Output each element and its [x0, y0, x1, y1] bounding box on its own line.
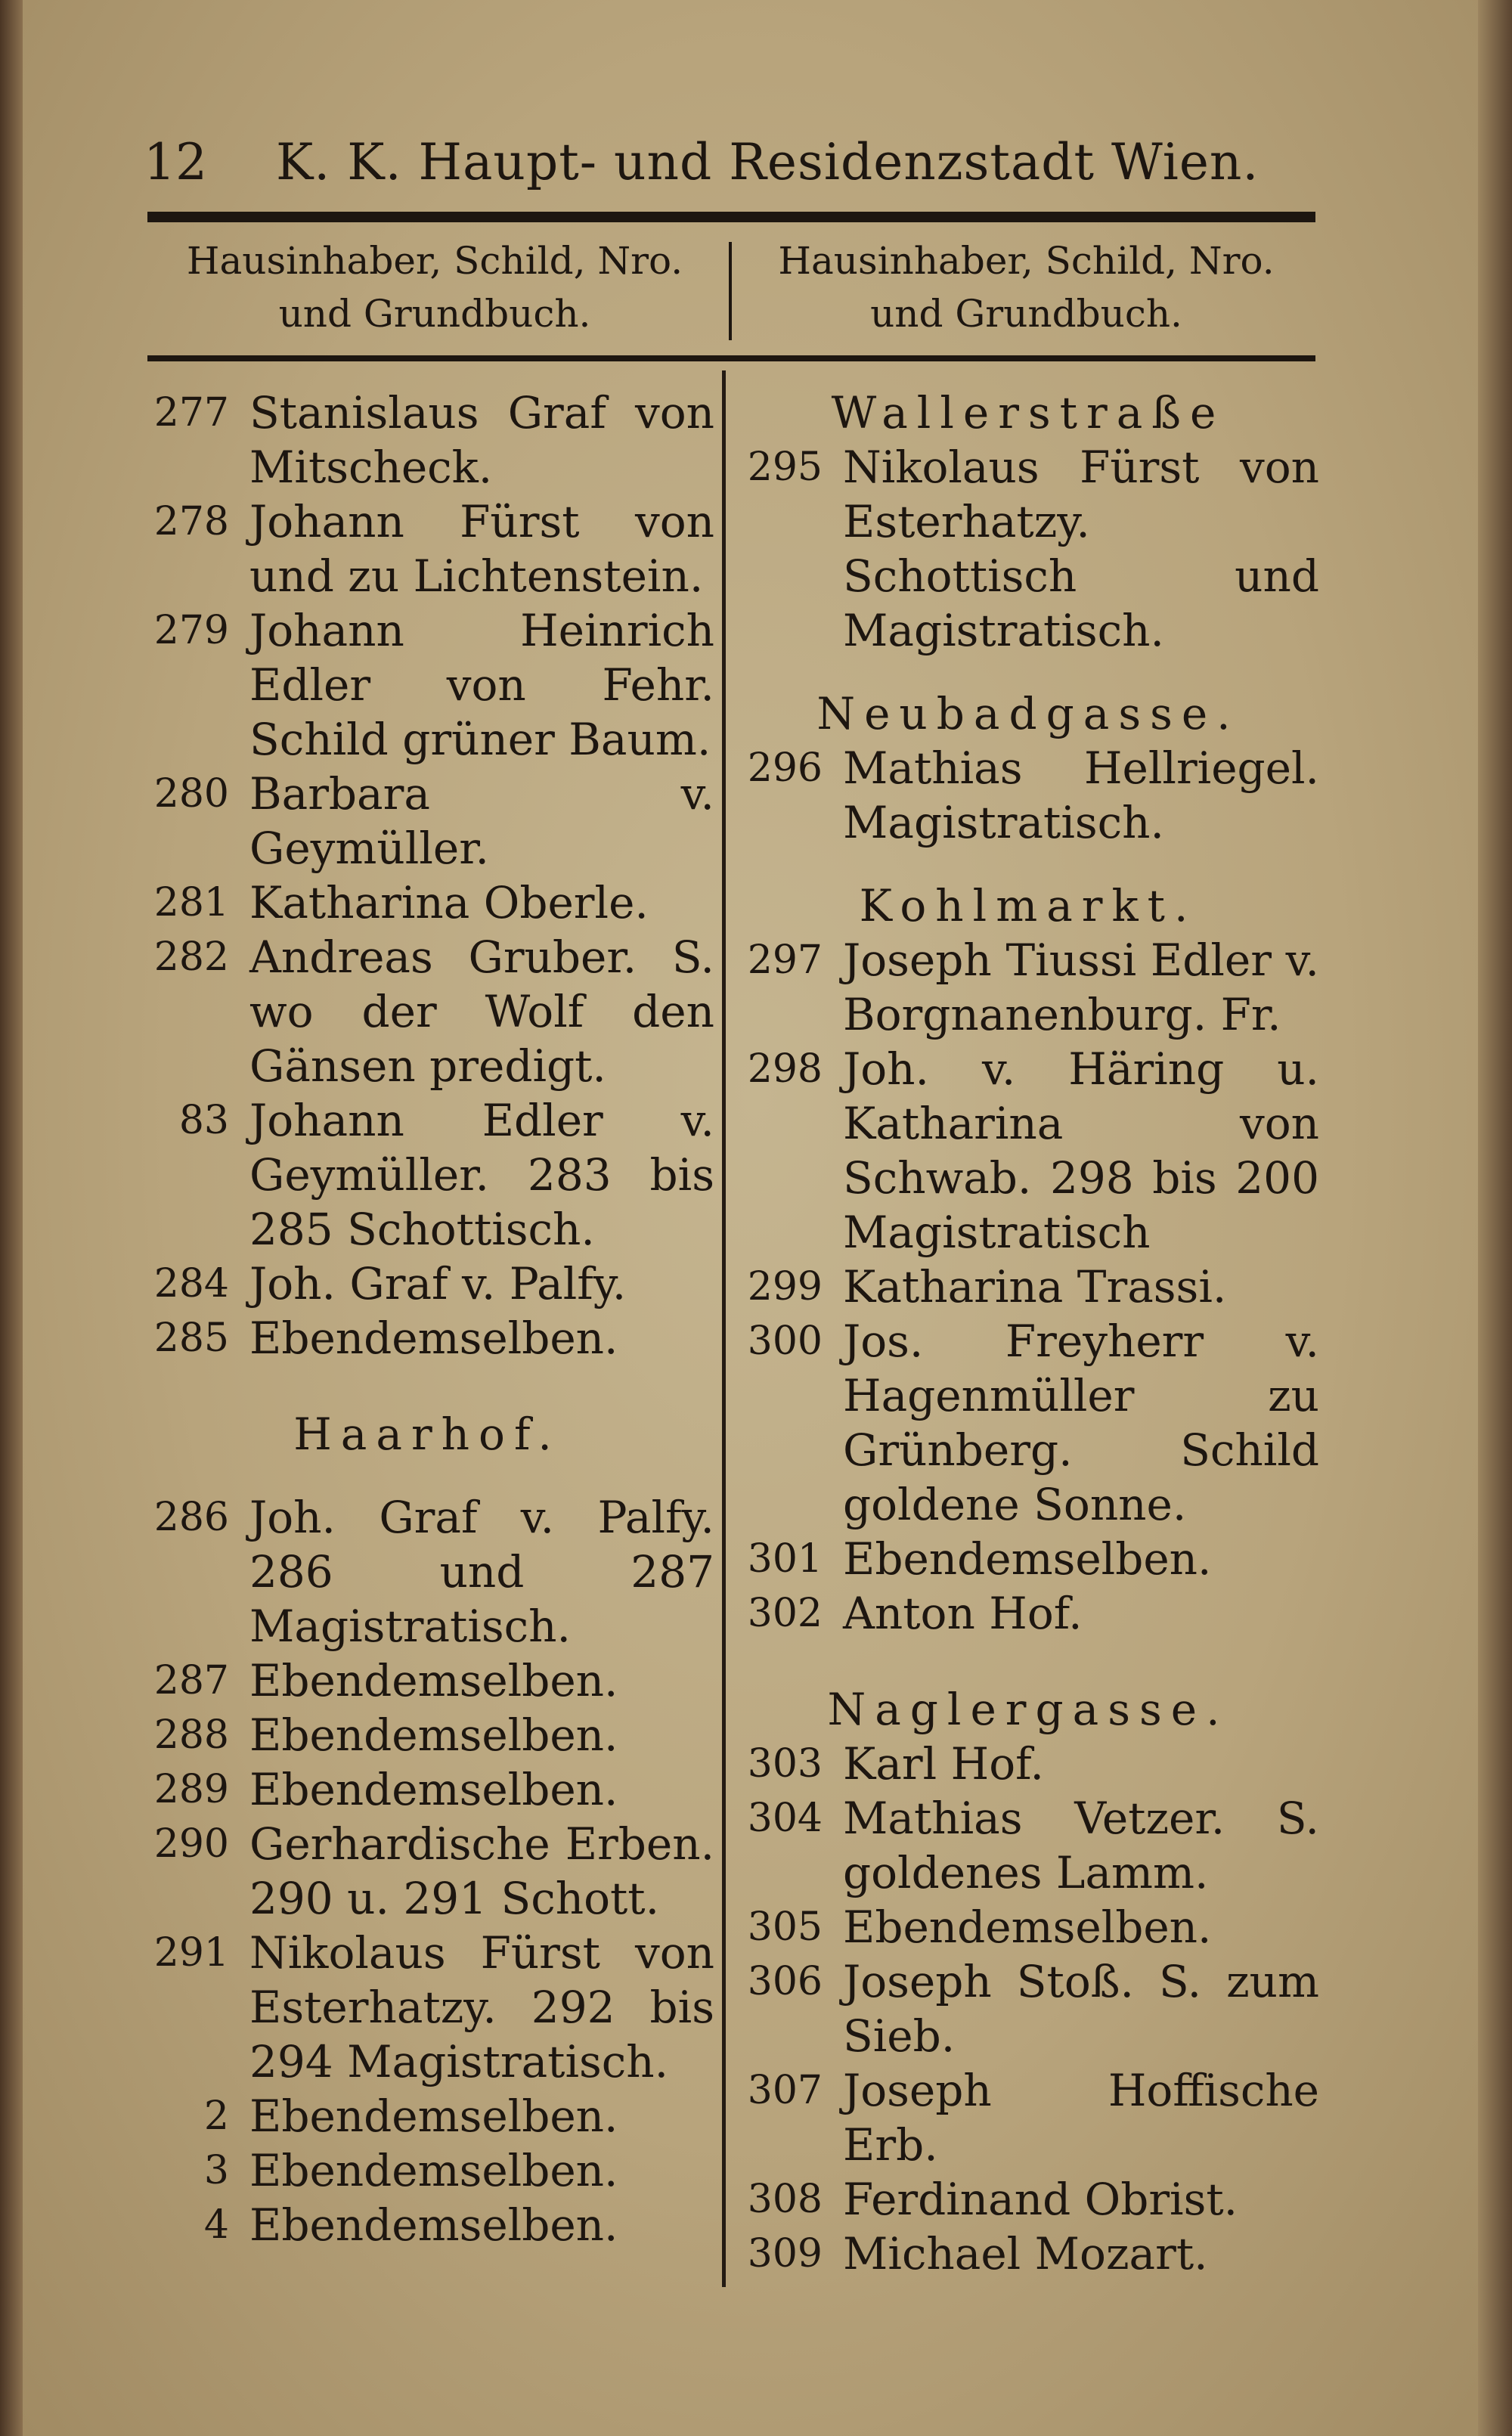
- house-number: 297: [747, 938, 823, 983]
- house-entry: [140, 2198, 714, 2252]
- house-owner: Michael Mozart.: [843, 2228, 1208, 2279]
- house-number: 300: [747, 1319, 823, 1364]
- house-entry: [140, 603, 714, 767]
- house-entry: [737, 933, 1319, 1042]
- house-entry: [140, 1708, 714, 1762]
- entry-list: [737, 933, 1319, 1641]
- house-entry: [140, 876, 714, 930]
- house-entry: [140, 386, 714, 494]
- section-gap: [737, 850, 1319, 879]
- house-owner: Nikolaus Fürst von Esterhatzy. 292 bis 294 Magistratisch.: [249, 1927, 714, 2087]
- house-number: 303: [747, 1741, 823, 1787]
- page-title: K. K. Haupt- und Residenzstadt Wien.: [276, 133, 1259, 191]
- house-entry: [737, 2227, 1319, 2281]
- house-number: 287: [153, 1658, 229, 1703]
- entry-list: [737, 741, 1319, 850]
- house-number: 301: [747, 1536, 823, 1582]
- house-number: 289: [153, 1767, 229, 1812]
- street-heading: Naglergasse.: [827, 1684, 1229, 1735]
- house-entry: [140, 930, 714, 1093]
- column-header-line: und Grundbuch.: [278, 292, 591, 336]
- house-entry: [140, 1926, 714, 2089]
- house-owner: Ebendemselben.: [249, 1709, 618, 1761]
- house-entry: [737, 1042, 1319, 1260]
- house-owner: Ebendemselben.: [249, 2199, 618, 2251]
- house-owner: Joseph Stoß. S. zum Sieb.: [843, 1956, 1319, 2062]
- house-entry: [737, 440, 1319, 658]
- house-owner: Mathias Hellriegel. Magistratisch.: [843, 742, 1319, 848]
- house-entry: [737, 2063, 1319, 2172]
- house-entry: [737, 1314, 1319, 1532]
- house-entry: [737, 1260, 1319, 1314]
- column-header-line: Hausinhaber, Schild, Nro.: [186, 239, 683, 283]
- page-edge-left: [0, 0, 23, 2436]
- page-edge-right: [1478, 0, 1512, 2436]
- house-entry: [737, 1791, 1319, 1900]
- section-gap: [140, 1461, 714, 1490]
- house-owner: Anton Hof.: [843, 1588, 1083, 1639]
- house-owner: Katharina Oberle.: [249, 877, 649, 928]
- house-owner: Joseph Hoffische Erb.: [843, 2065, 1319, 2171]
- entry-list: [140, 386, 714, 1365]
- house-owner: Johann Edler v. Geymüller. 283 bis 285 Schottisch.: [249, 1095, 714, 1255]
- house-owner: Ebendemselben.: [843, 1901, 1212, 1953]
- house-entry: [737, 1586, 1319, 1641]
- house-number: 296: [747, 745, 823, 791]
- column-header-line: Hausinhaber, Schild, Nro.: [778, 239, 1275, 283]
- house-owner: Nikolaus Fürst von Esterhatzy. Schottisch und Magistratisch.: [843, 442, 1319, 656]
- house-owner: Gerhardische Erben. 290 u. 291 Schott.: [249, 1818, 714, 1924]
- house-number: 280: [153, 771, 229, 817]
- column-header-line: und Grundbuch.: [870, 292, 1182, 336]
- house-number: 304: [747, 1796, 823, 1841]
- house-entry: [737, 1900, 1319, 1954]
- street-heading: Haarhof.: [293, 1409, 561, 1460]
- house-owner: Ebendemselben.: [249, 2145, 618, 2196]
- section-gap: [140, 1365, 714, 1407]
- house-owner: Johann Fürst von und zu Lichtenstein.: [249, 496, 714, 602]
- house-entry: [737, 1532, 1319, 1586]
- house-entry: [737, 1737, 1319, 1791]
- right-column: [737, 386, 1319, 2281]
- house-entry: [140, 1257, 714, 1311]
- street-heading: Kohlmarkt.: [859, 880, 1198, 931]
- house-number: 279: [153, 608, 229, 653]
- entry-list: [737, 440, 1319, 658]
- header-rule: [147, 212, 1315, 222]
- house-number: 295: [747, 445, 823, 490]
- house-owner: Joh. Graf v. Palfy.: [249, 1258, 627, 1309]
- column-divider: [722, 370, 726, 2287]
- house-owner: Katharina Trassi.: [843, 1261, 1227, 1313]
- house-owner: Mathias Vetzer. S. goldenes Lamm.: [843, 1793, 1319, 1898]
- house-entry: [140, 1817, 714, 1926]
- house-number: 3: [203, 2148, 229, 2193]
- house-entry: [140, 2143, 714, 2198]
- house-entry: [737, 2172, 1319, 2227]
- house-entry: [140, 1311, 714, 1365]
- house-number: 298: [747, 1046, 823, 1092]
- header-divider: [729, 242, 732, 340]
- house-owner: Stanislaus Graf von Mitscheck.: [249, 387, 714, 493]
- house-entry: [140, 1093, 714, 1257]
- house-number: 309: [747, 2231, 823, 2276]
- section-gap: [737, 1641, 1319, 1682]
- house-owner: Joh. v. Häring u. Katharina von Schwab. 298 bis 200 Magistratisch: [843, 1043, 1319, 1258]
- house-owner: Ebendemselben.: [249, 2090, 618, 2142]
- house-number: 290: [153, 1821, 229, 1867]
- house-owner: Ebendemselben.: [249, 1764, 618, 1815]
- house-owner: Jos. Freyherr v. Hagenmüller zu Grünberg. Schild goldene Sonne.: [843, 1316, 1319, 1530]
- house-number: 281: [153, 880, 229, 925]
- house-number: 2: [203, 2094, 229, 2139]
- house-number: 282: [153, 934, 229, 980]
- house-owner: Ebendemselben.: [249, 1655, 618, 1706]
- house-owner: Joseph Tiussi Edler v. Borgnanenburg. Fr.: [843, 934, 1319, 1040]
- entry-list: [737, 1737, 1319, 2281]
- house-number: 83: [178, 1098, 229, 1143]
- house-number: 306: [747, 1959, 823, 2004]
- house-number: 307: [747, 2068, 823, 2113]
- section-gap: [737, 658, 1319, 686]
- house-entry: [140, 767, 714, 876]
- page-number: 12: [144, 133, 207, 191]
- house-entry: [140, 494, 714, 603]
- house-entry: [140, 2089, 714, 2143]
- street-heading: Wallerstraße: [831, 387, 1225, 439]
- running-head: [144, 129, 1323, 197]
- house-number: 4: [203, 2202, 229, 2248]
- house-entry: [140, 1653, 714, 1708]
- house-owner: Ebendemselben.: [843, 1533, 1212, 1585]
- table-rule: [147, 355, 1315, 361]
- house-number: 308: [747, 2177, 823, 2222]
- house-entry: [140, 1762, 714, 1817]
- house-number: 302: [747, 1591, 823, 1636]
- house-owner: Barbara v. Geymüller.: [249, 768, 714, 874]
- house-entry: [737, 1954, 1319, 2063]
- house-owner: Ebendemselben.: [249, 1313, 618, 1364]
- column-header-right: [737, 234, 1315, 348]
- house-owner: Ferdinand Obrist.: [843, 2174, 1238, 2225]
- house-number: 291: [153, 1930, 229, 1976]
- street-heading: Neubadgasse.: [816, 688, 1240, 739]
- house-number: 285: [153, 1316, 229, 1361]
- left-column: [140, 386, 714, 2252]
- house-owner: Johann Heinrich Edler von Fehr. Schild grüner Baum.: [249, 605, 714, 765]
- house-entry: [140, 1490, 714, 1653]
- entry-list: [140, 1490, 714, 2252]
- house-entry: [737, 741, 1319, 850]
- house-number: 305: [747, 1904, 823, 1950]
- house-number: 284: [153, 1261, 229, 1306]
- house-number: 299: [747, 1264, 823, 1309]
- house-number: 288: [153, 1712, 229, 1758]
- house-number: 286: [153, 1495, 229, 1540]
- house-number: 278: [153, 499, 229, 544]
- column-header-left: [147, 234, 722, 348]
- house-owner: Andreas Gruber. S. wo der Wolf den Gänsen predigt.: [249, 931, 714, 1092]
- house-owner: Joh. Graf v. Palfy. 286 und 287 Magistratisch.: [249, 1492, 714, 1652]
- house-owner: Karl Hof.: [843, 1738, 1044, 1790]
- house-number: 277: [153, 390, 229, 435]
